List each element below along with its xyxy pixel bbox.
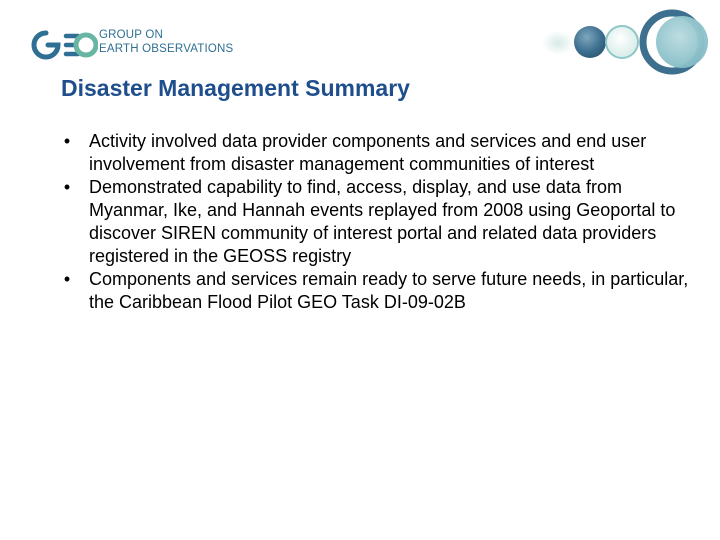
slide-title: Disaster Management Summary [61, 75, 410, 101]
slide-header [0, 0, 720, 76]
bullet-item [61, 176, 701, 268]
bullet-item [61, 268, 701, 314]
bullet-icon: • [63, 177, 71, 197]
organization-name-line-2: EARTH OBSERVATIONS [99, 43, 234, 55]
bullet-icon: • [63, 131, 71, 151]
bullet-item [61, 130, 701, 176]
bullet-icon: • [63, 269, 71, 289]
bullet-text: Activity involved data provider components and services and end user involvement from disaster management communities of interest [89, 131, 647, 174]
bullet-text: Demonstrated capability to find, access, display, and use data from Myanmar, Ike, and Hannah events replayed from 2008 using Geoportal to discover SIREN community of interest portal and related data providers registered in the GEOSS registry [89, 177, 676, 266]
organization-name-line-1: GROUP ON [99, 29, 164, 41]
organization-name [99, 28, 233, 56]
geo-logo-icon [30, 28, 98, 62]
bullet-text: Components and services remain ready to serve future needs, in particular, the Caribbean Flood Pilot GEO Task DI-09-02B [89, 269, 689, 312]
bullet-list [61, 130, 701, 314]
decorative-circles-icon [540, 5, 720, 75]
